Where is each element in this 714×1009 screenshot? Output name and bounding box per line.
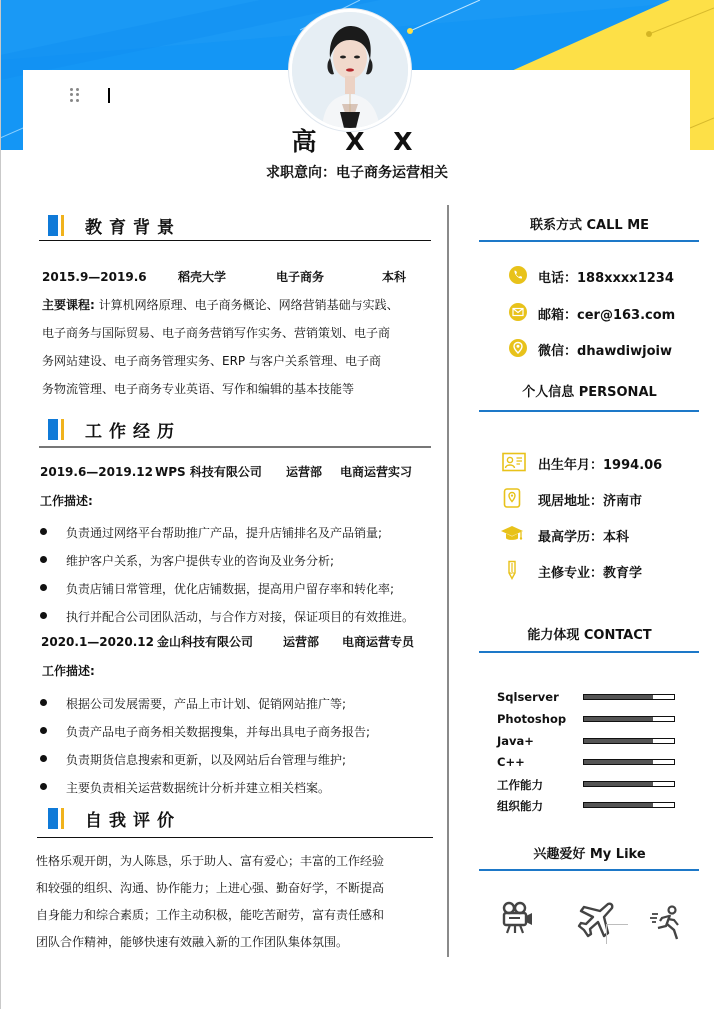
drag-handle-icon[interactable]: [70, 88, 80, 102]
job-period: 2020.1—2020.12: [41, 635, 154, 649]
accent-bar-blue: [48, 215, 58, 236]
skill-name: C++: [497, 755, 525, 769]
skill-name: Sqlserver: [497, 690, 559, 704]
accent-bar-yellow: [61, 808, 64, 829]
job-dept: 运营部: [286, 465, 323, 479]
skill-row: [497, 734, 677, 750]
skill-name: Java+: [497, 734, 534, 748]
skill-row: [497, 755, 677, 771]
hobbies-rule: [479, 869, 699, 871]
skill-bar-fill: [584, 760, 653, 764]
skill-name: 组织能力: [497, 799, 543, 813]
courses-line: 务物流管理、电子商务专业英语、写作和编辑的基本技能等: [42, 382, 355, 396]
bullet-dot: [40, 699, 47, 706]
self-eval-line: 性格乐观开朗，为人陈恳，乐于助人、富有爱心；丰富的工作经验: [36, 854, 385, 868]
address-value: 济南市: [603, 494, 643, 509]
contact-rule: [479, 240, 699, 242]
skill-bar-track: [583, 802, 675, 808]
bullet-dot: [40, 755, 47, 762]
profile-photo: [288, 8, 412, 132]
phone-value: 188xxxx1234: [577, 271, 674, 286]
job-role: 电商运营专员: [342, 635, 415, 649]
skill-row: [497, 798, 677, 814]
column-divider: [447, 205, 449, 957]
section-title: 自我评价: [85, 811, 181, 831]
job-dept: 运营部: [283, 635, 320, 649]
skill-bar-fill: [584, 803, 653, 807]
job-period: 2019.6—2019.12: [40, 465, 153, 479]
section-rule: [39, 446, 431, 448]
courses-line: 电子商务与国际贸易、电子商务营销写作实务、营销策划、电子商: [42, 326, 391, 340]
contact-heading: 联系方式 CALL ME: [529, 218, 650, 233]
graduation-cap-icon: [500, 524, 524, 544]
skill-bar-track: [583, 759, 675, 765]
skill-name: Photoshop: [497, 712, 567, 726]
skill-bar-track: [583, 716, 675, 722]
bullet-dot: [40, 584, 47, 591]
skill-row: [497, 712, 677, 728]
bullet-dot: [40, 556, 47, 563]
skill-bar-fill: [584, 695, 653, 699]
job-role: 电商运营实习: [340, 465, 413, 479]
movie-camera-icon: [498, 898, 538, 938]
self-eval-line: 团队合作精神，能够快速有效融入新的工作团队集体氛围。: [36, 935, 349, 949]
birth-value: 1994.06: [603, 458, 663, 473]
text-cursor[interactable]: [108, 88, 110, 103]
candidate-name: 高 X X: [291, 127, 423, 156]
skill-bar-track: [583, 738, 675, 744]
bullet-dot: [40, 612, 47, 619]
phone-icon: [508, 265, 528, 285]
personal-heading: 个人信息 PERSONAL: [522, 385, 657, 400]
accent-bar-yellow: [61, 419, 64, 440]
skill-bar-fill: [584, 782, 653, 786]
running-person-icon: [650, 904, 690, 944]
airplane-icon: [577, 900, 617, 940]
courses-text: 计算机网络原理、电子商务概论、网络营销基础与实践、: [94, 298, 399, 312]
job-desc-label: 工作描述:: [40, 494, 93, 508]
job-company: 金山科技有限公司: [157, 635, 254, 649]
bullet-dot: [40, 727, 47, 734]
job-intent: 求职意向：电子商务运营相关: [266, 165, 448, 181]
section-title: 教育背景: [85, 218, 181, 238]
pencil-icon: [502, 560, 522, 580]
cursor-guide-line: [606, 924, 628, 925]
skill-row: [497, 690, 677, 706]
job-company: WPS 科技有限公司: [155, 465, 262, 479]
wechat-value: dhawdiwjoiw: [577, 344, 672, 359]
mail-icon: [508, 302, 528, 322]
job-desc-label: 工作描述:: [42, 664, 95, 678]
personal-rule: [479, 410, 699, 412]
accent-bar-blue: [48, 808, 58, 829]
id-card-icon: [502, 452, 526, 472]
education-school: 稻壳大学: [178, 270, 227, 284]
portrait-image: [292, 12, 408, 128]
self-eval-line: 和较强的组织、沟通、协作能力；上进心强、勤奋好学，不断提高: [36, 881, 385, 895]
courses-label: 主要课程:: [42, 298, 95, 312]
courses-line: 务网站建设、电子商务管理实务、ERP 与客户关系管理、电子商: [42, 354, 381, 368]
skill-row: [497, 777, 677, 793]
skills-rule: [479, 651, 699, 653]
skill-bar-track: [583, 781, 675, 787]
courses-line: [42, 297, 399, 313]
section-title: 工作经历: [85, 422, 181, 442]
cursor-guide-line: [606, 924, 607, 944]
bullet-dot: [40, 783, 47, 790]
skill-name: 工作能力: [497, 778, 543, 792]
self-eval-line: 自身能力和综合素质；工作主动积极，能吃苦耐劳，富有责任感和: [36, 908, 385, 922]
education-degree: 本科: [382, 270, 407, 284]
location-pin-icon: [508, 338, 528, 358]
major-value: 教育学: [603, 566, 643, 581]
degree-value: 本科: [603, 530, 630, 545]
accent-bar-yellow: [61, 215, 64, 236]
education-period: 2015.9—2019.6: [42, 270, 147, 284]
skills-heading: 能力体现 CONTACT: [527, 628, 652, 643]
email-value: cer@163.com: [577, 308, 676, 323]
section-rule: [39, 240, 431, 241]
skill-bar-fill: [584, 717, 653, 721]
bullet-dot: [40, 528, 47, 535]
skill-bar-track: [583, 694, 675, 700]
section-rule: [37, 837, 433, 838]
education-major: 电子商务: [276, 270, 325, 284]
accent-bar-blue: [48, 419, 58, 440]
map-pin-icon: [502, 488, 522, 508]
hobbies-heading: 兴趣爱好 My Like: [533, 847, 646, 862]
skill-bar-fill: [584, 739, 653, 743]
